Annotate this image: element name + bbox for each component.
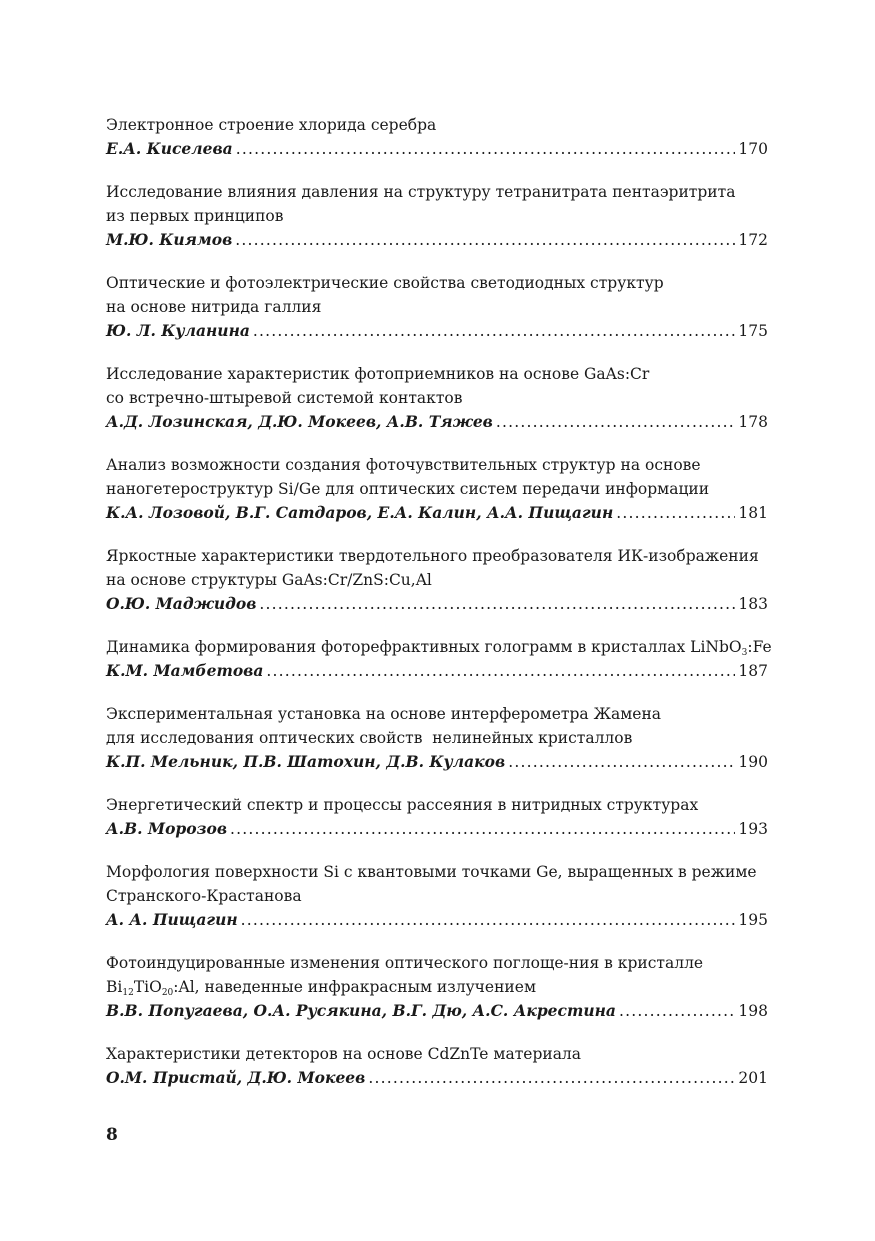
dot-leader — [259, 592, 735, 616]
entry-authors: А. А. Пищагин — [106, 910, 238, 929]
entry-title: Оптические и фотоэлектрические свойства светодиодных структур — [106, 274, 664, 292]
toc-entry — [106, 180, 768, 252]
entry-page-number: 170 — [738, 140, 768, 158]
entry-page-number: 187 — [738, 662, 768, 680]
page-number: 8 — [106, 1125, 118, 1145]
entry-title: со встречно-штыревой системой контактов — [106, 389, 463, 407]
entry-page-number: 198 — [738, 1002, 768, 1020]
entry-page-number: 172 — [738, 231, 768, 249]
toc-entry — [106, 453, 768, 525]
entry-author-line — [106, 592, 768, 616]
entry-author-line — [106, 1066, 768, 1090]
entry-page-number: 183 — [738, 595, 768, 613]
entry-title — [106, 975, 768, 999]
dot-leader — [241, 908, 736, 932]
title-text: Динамика формирования фоторефрактивных голограмм в кристаллах LiNbO — [106, 638, 742, 656]
entry-title: Исследование характеристик фотоприемников на основе GaAs:Cr — [106, 365, 650, 383]
entry-author-line — [106, 750, 768, 774]
entry-title: Анализ возможности создания фоточувствительных структур на основе — [106, 456, 701, 474]
toc-entry — [106, 113, 768, 161]
entry-author-line — [106, 501, 768, 525]
dot-leader — [235, 228, 735, 252]
entry-author-line — [106, 908, 768, 932]
dot-leader — [508, 750, 735, 774]
entry-author-line — [106, 817, 768, 841]
dot-leader — [253, 319, 735, 343]
toc-entry — [106, 362, 768, 434]
entry-author-line — [106, 228, 768, 252]
entry-author-line — [106, 319, 768, 343]
table-of-contents — [106, 113, 772, 1109]
entry-title: Яркостные характеристики твердотельного преобразователя ИК-изображения — [106, 547, 759, 565]
entry-title: Морфология поверхности Si с квантовыми точками Ge, выращенных в режиме — [106, 863, 757, 881]
entry-title: Энергетический спектр и процессы рассеяния в нитридных структурах — [106, 796, 699, 814]
title-text: TiO — [133, 978, 162, 996]
entry-authors: В.В. Попугаева, О.А. Русякина, В.Г. Дю, А.С. Акрестина — [106, 1001, 616, 1020]
entry-page-number: 193 — [738, 820, 768, 838]
entry-title: на основе структуры GaAs:Cr/ZnS:Cu,Al — [106, 571, 432, 589]
entry-authors: О.Ю. Маджидов — [106, 594, 257, 613]
entry-page-number: 175 — [738, 322, 768, 340]
toc-entry — [106, 860, 768, 932]
entry-author-line — [106, 999, 768, 1023]
title-text: Bi — [106, 978, 123, 996]
entry-title: Странского-Крастанова — [106, 887, 302, 905]
dot-leader — [230, 817, 735, 841]
entry-author-line — [106, 659, 768, 683]
toc-entry — [106, 271, 768, 343]
dot-leader — [368, 1066, 735, 1090]
title-text: :Fe — [747, 638, 772, 656]
entry-title: наногетероструктур Si/Ge для оптических систем передачи информации — [106, 480, 710, 498]
entry-title: на основе нитрида галлия — [106, 298, 322, 316]
subscript: 3 — [741, 648, 748, 658]
entry-title: Экспериментальная установка на основе интерферометра Жамена — [106, 705, 662, 723]
toc-entry — [106, 635, 772, 683]
dot-leader — [266, 659, 735, 683]
entry-authors: Ю. Л. Куланина — [106, 321, 250, 340]
entry-authors: Е.А. Киселева — [106, 139, 233, 158]
entry-title — [106, 635, 772, 659]
toc-entry — [106, 951, 768, 1023]
entry-page-number: 190 — [738, 753, 768, 771]
entry-title: Электронное строение хлорида серебра — [106, 116, 437, 134]
entry-authors: М.Ю. Киямов — [106, 230, 233, 249]
entry-author-line — [106, 137, 768, 161]
entry-page-number: 201 — [738, 1069, 768, 1087]
dot-leader — [496, 410, 736, 434]
entry-authors: А.Д. Лозинская, Д.Ю. Мокеев, А.В. Тяжев — [106, 412, 493, 431]
toc-entry — [106, 1042, 768, 1090]
entry-title: Фотоиндуцированные изменения оптического поглоще-ния в кристалле — [106, 954, 704, 972]
entry-authors: К.А. Лозовой, В.Г. Сатдаров, Е.А. Калин, А.А. Пищагин — [106, 503, 614, 522]
entry-authors: А.В. Морозов — [106, 819, 227, 838]
subscript: 20 — [161, 988, 174, 998]
entry-author-line — [106, 410, 768, 434]
entry-title: для исследования оптических свойств нелинейных кристаллов — [106, 729, 633, 747]
entry-authors: К.М. Мамбетова — [106, 661, 264, 680]
toc-entry — [106, 702, 768, 774]
dot-leader — [619, 999, 735, 1023]
entry-page-number: 181 — [738, 504, 768, 522]
dot-leader — [236, 137, 736, 161]
entry-authors: О.М. Пристай, Д.Ю. Мокеев — [106, 1068, 366, 1087]
dot-leader — [616, 501, 735, 525]
toc-entry — [106, 544, 768, 616]
entry-authors: К.П. Мельник, П.В. Шатохин, Д.В. Кулаков — [106, 752, 506, 771]
entry-title: Исследование влияния давления на структуру тетранитрата пентаэритрита — [106, 183, 736, 201]
subscript: 12 — [122, 988, 134, 998]
toc-entry — [106, 793, 768, 841]
title-text: :Al, наведенные инфракрасным излучением — [173, 978, 536, 996]
entry-title: Характеристики детекторов на основе CdZnTe материала — [106, 1045, 582, 1063]
entry-page-number: 195 — [738, 911, 768, 929]
entry-page-number: 178 — [738, 413, 768, 431]
entry-title: из первых принципов — [106, 207, 284, 225]
